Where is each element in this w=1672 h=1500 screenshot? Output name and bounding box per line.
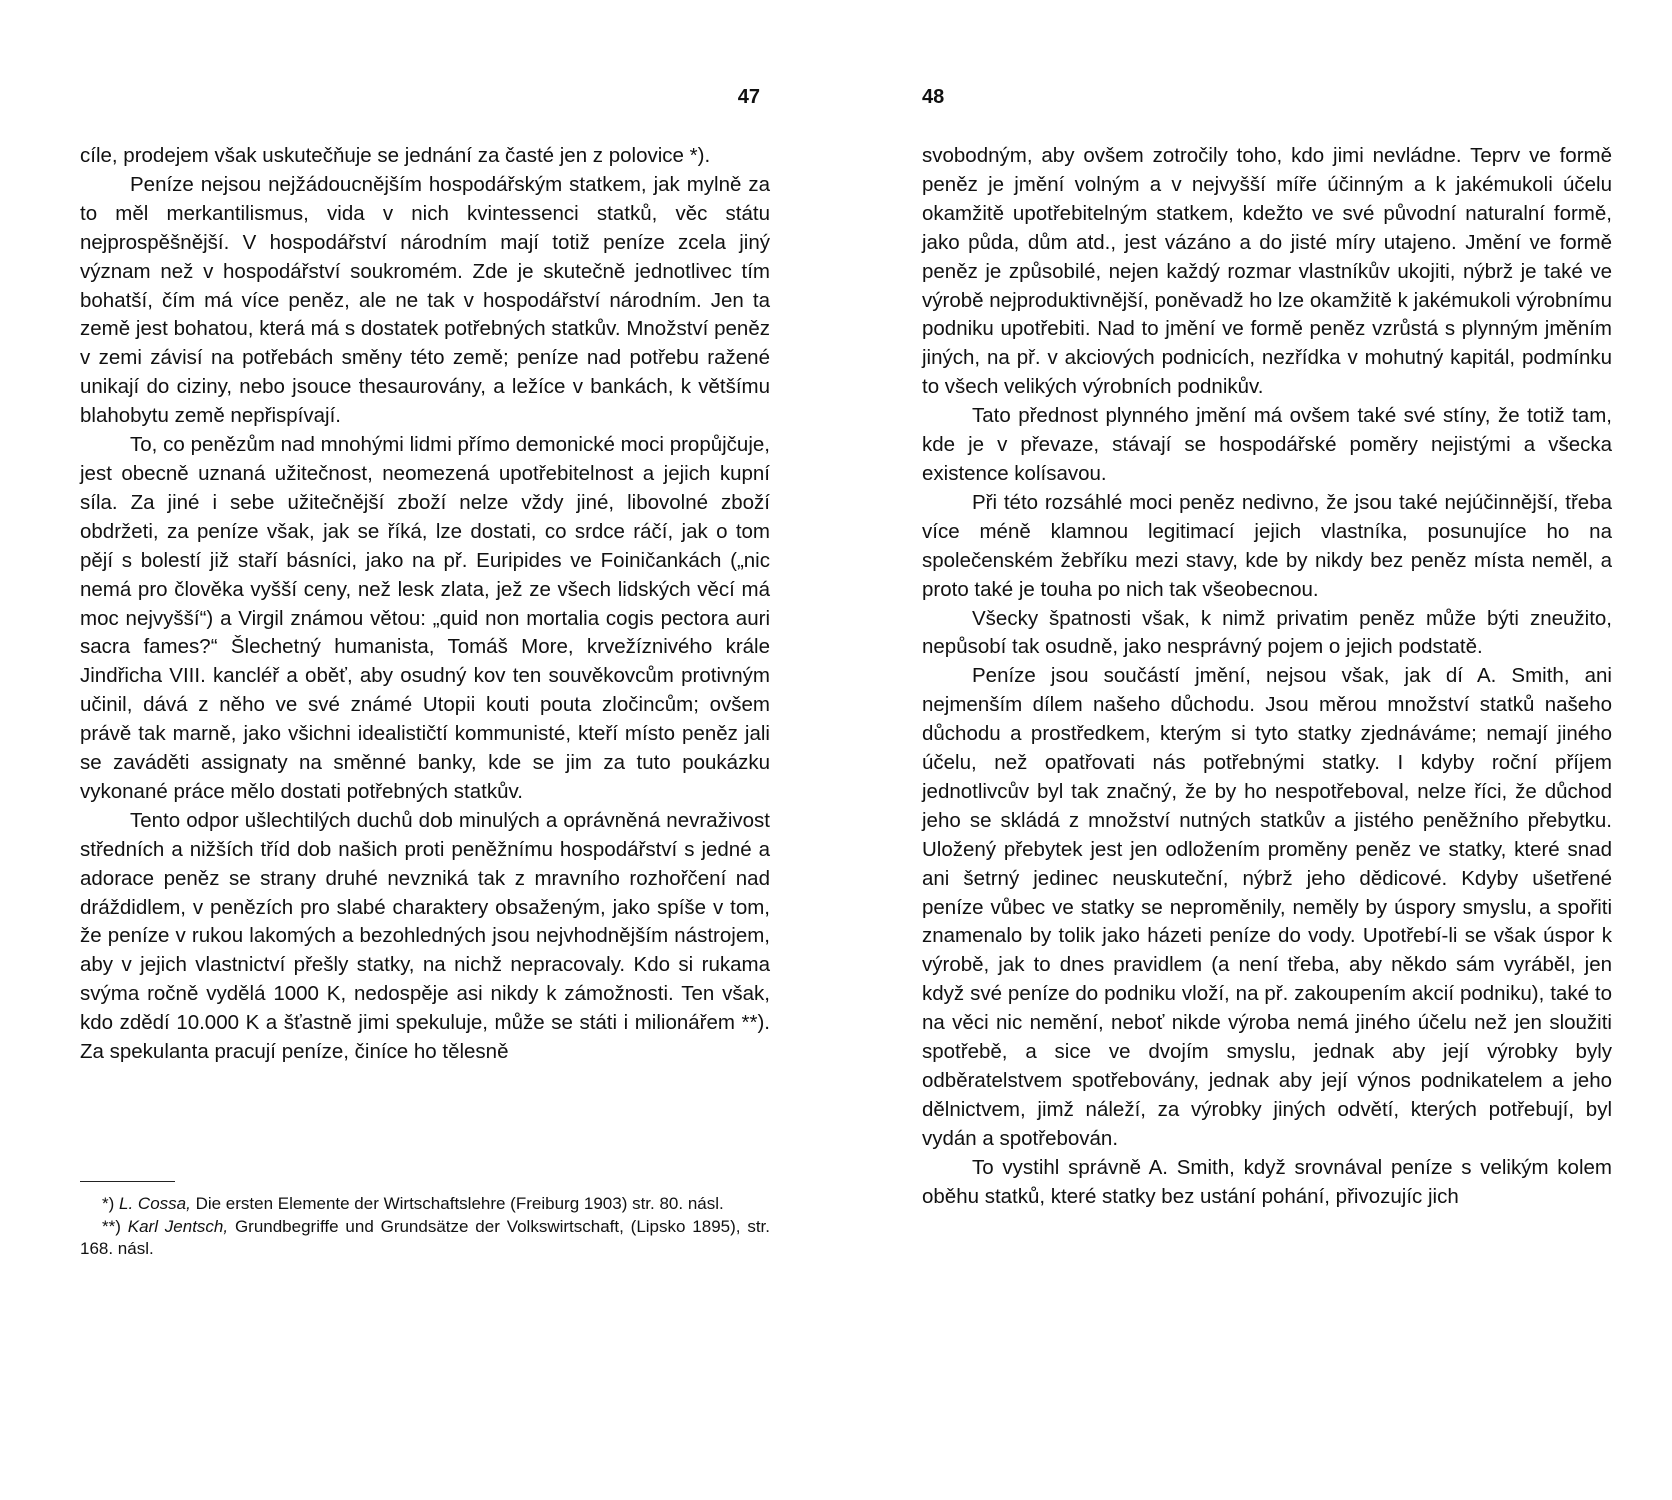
paragraph: To, co penězům nad mnohými lidmi přímo demonické moci propůjčuje, jest obecně uznaná užitečnost, neomezená upotřebitelnost a jejich kupní síla. Za jiné i sebe užitečnější zboží nelze vždy jiné, libovolné zboží obdržeti, za peníze však, jak se říká, lze dostati, co srdce ráčí, jak o tom pějí s bolestí již staří básníci, jako na př. Euripides ve Foiničankách („nic nemá pro člověka vyšší ceny, než lesk zlata, jež ze všech lidských věcí má moc nejvyšší“) a Virgil známou větou: „quid non mortalia cogis pectora auri sacra fames?“ Šlechetný humanista, Tomáš More, krvežíznivého krále Jindřicha VIII. kancléř a oběť, aby osudný kov ten souvěkovcům protivným učinil, dává z něho ve své známé Utopii kouti pouta zločincům; ovšem právě tak marně, jako všichni idealističtí kommunisté, kteří místo peněz jali se zaváděti assignaty na směnné banky, kde se jim za tuto poukázku vykonané práce mělo dostati potřebných statkův.	[80, 433, 770, 803]
paragraph: Všecky špatnosti však, k nimž privatim peněz může býti zneužito, nepůsobí tak osudně, jako nesprávný pojem o jejich podstatě.	[922, 606, 1612, 659]
footnote-author: L. Cossa,	[119, 1194, 191, 1213]
paragraph: Peníze jsou součástí jmění, nejsou však, jak dí A. Smith, ani nejmenším dílem našeho důchodu. Jsou měrou množství statků našeho důchodu a prostředkem, kterým si tyto statky zjednáváme; nemají jiného účelu, než opatřovati nás potřebnými statky. I kdyby roční příjem jednotlivcův byl tak značný, že by ho nespotřeboval, nelze říci, že důchod jeho se skládá z množství nutných statkův a jistého peněžního přebytku. Uložený přebytek jest jen odložením proměny peněz ve statky, které snad ani šetrný jedinec neuskuteční, nýbrž jeho dědicové. Kdyby ušetřené peníze vůbec ve statky se neproměnily, neměly by úspory smyslu, a spořiti znamenalo by tolik jako házeti peníze do vody. Upotřebí-li se však úspor k výrobě, jak to dnes pravidlem (a není třeba, aby někdo sám vyráběl, jen když své peníze do podniku vloží, na př. zakoupením akcií podniku), také to na věci nic nemění, neboť nikde výroba nemá jiného účelu než jen sloužiti spotřebě, a sice ve dvojím smyslu, jednak aby její výrobky byly odběratelstvem spotřebovány, jednak aby její výnos podnikatelem a jeho dělnictvem, jimž náleží, za výrobky jiných odvětí, kterých potřebují, byl vydán a spotřebován.	[922, 664, 1612, 1150]
paragraph: svobodným, aby ovšem zotročily toho, kdo jimi nevládne. Teprv ve formě peněz je jmění volným a v nejvyšší míře účinným a k jakémukoli účelu okamžitě upotřebitelným statkem, kdežto ve své původní naturalní formě, jako půda, dům atd., jest vázáno a do jisté míry utajeno. Jmění ve formě peněz je způsobilé, nejen každý rozmar vlastníkův ukojiti, nýbrž je také ve výrobě nejproduktivnější, poněvadž ho lze okamžitě k jakémukoli výrobnímu podniku upotřebiti. Nad to jmění ve formě peněz vzrůstá s plynným jměním jiných, na př. v akciových podnicích, nezřídka v mohutný kapitál, podmínku to všech velikých výrobních podnikův.	[922, 144, 1612, 399]
page-number: 47	[737, 86, 760, 108]
footnote-text: Die ersten Elemente der Wirtschaftslehre (Freiburg 1903) str. 80. násl.	[195, 1194, 724, 1213]
footnote-author: Karl Jentsch,	[127, 1216, 229, 1236]
page-body	[80, 142, 770, 1067]
paragraph: To vystihl správně A. Smith, když srovnával peníze s velikým kolem oběhu statků, které statky bez ustání pohání, přivozujíc jich	[922, 1155, 1612, 1208]
footnote-text: Grundbegriffe und Grundsätze der Volkswirtschaft, (Lipsko 1895), str. 168. násl.	[80, 1216, 770, 1258]
footnotes	[80, 1193, 770, 1261]
footnote-separator	[80, 1181, 175, 1182]
paragraph: cíle, prodejem však uskutečňuje se jednání za časté jen z polovice *).	[80, 144, 711, 167]
paragraph: Tento odpor ušlechtilých duchů dob minulých a oprávněná nevraživost středních a nižších tříd dob našich proti peněžnímu hospodářství s jedné a adorace peněz se strany druhé nevzniká tak z mravního rozhořčení nad dráždidlem, v penězích pro slabé charaktery obsaženým, jako spíše v tom, že peníze v rukou lakomých a bezohledných jsou nejvhodnějším nástrojem, aby v jejich vlastnictví přešly statky, na nichž nepracovaly. Kdo si rukama svýma ročně vydělá 1000 K, nedospěje asi nikdy k zámožnosti. Ten však, kdo zdědí 10.000 K a šťastně jimi spekuluje, může se státi i milionářem **). Za spekulanta pracují peníze, činíce ho tělesně	[80, 808, 770, 1064]
paragraph: Při této rozsáhlé moci peněz nedivno, že jsou také nejúčinnější, třeba více méně klamnou legitimací jejich vlastníka, posunujíce ho na společenském žebříku mezi stavy, kde by nikdy bez peněz místa neměl, a proto také je touha po nich tak všeobecnou.	[922, 490, 1612, 601]
footnote	[80, 1216, 770, 1261]
footnote-mark: **)	[102, 1216, 121, 1236]
left-page	[80, 0, 770, 1500]
right-page	[922, 0, 1612, 1500]
paragraph: Peníze nejsou nejžádoucnějším hospodářským statkem, jak mylně za to měl merkantilismus, vida v nich kvintessenci statků, věc státu nejprospěšnější. V hospodářství národním mají totiž peníze zcela jiný význam než v hospodářství soukromém. Zde je skutečně jednotlivec tím bohatší, čím má více peněz, ale ne tak v hospodářství národním. Jen ta země jest bohatou, která má s dostatek potřebných statkův. Množství peněz v zemi závisí na potřebách směny této země; peníze nad potřebu ražené unikají do ciziny, nebo jsouce thesaurovány, a ležíce v bankách, k většímu blahobytu země nepřispívají.	[80, 172, 770, 428]
paragraph: Tato přednost plynného jmění má ovšem také své stíny, že totiž tam, kde je v převaze, stávají se hospodářské poměry nejistými a všecka existence kolísavou.	[922, 404, 1612, 485]
page-body	[922, 142, 1612, 1212]
footnote	[80, 1193, 770, 1216]
page-number: 48	[922, 86, 945, 108]
footnote-mark: *)	[102, 1194, 115, 1213]
